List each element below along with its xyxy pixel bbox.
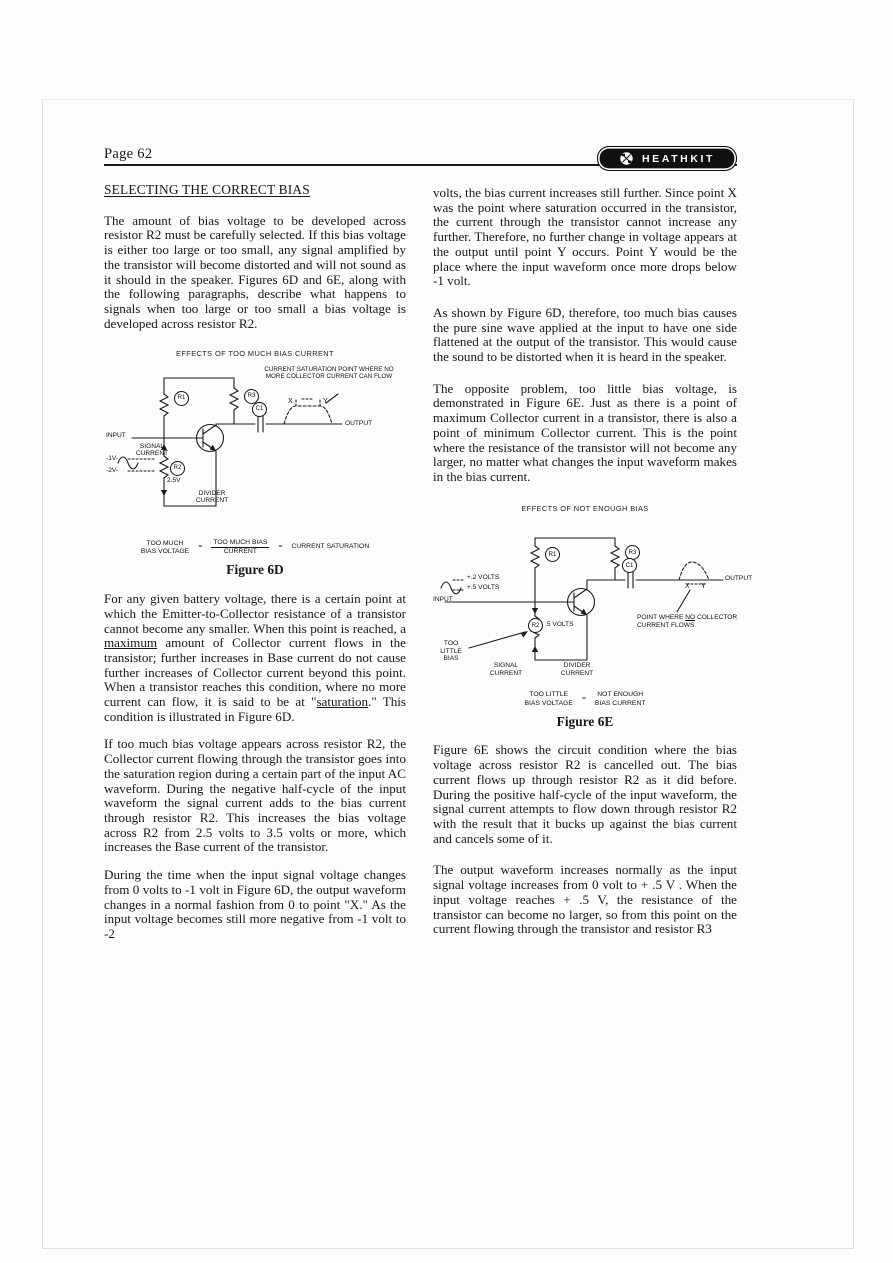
figure-6e-title: EFFECTS OF NOT ENOUGH BIAS (521, 503, 649, 513)
eq-rhs-line2: BIAS CURRENT (594, 699, 646, 707)
no-collector-note: POINT WHERE NO COLLECTOR CURRENT FLOWS (637, 614, 738, 629)
component-label-r3: R3 (244, 389, 259, 404)
component-label-r1: R1 (174, 391, 189, 406)
minus-1v-label: -1V- (106, 455, 119, 463)
too-little-bias-arrow-line (469, 632, 525, 648)
point-y-label: Y (323, 398, 328, 406)
left-column (104, 183, 406, 955)
r2-value-label: 2.5V (167, 477, 181, 485)
right-column (433, 185, 753, 954)
figure-6d-equation (104, 539, 406, 556)
section-heading: SELECTING THE CORRECT BIAS (104, 182, 310, 197)
figure-6d-canvas (104, 366, 404, 534)
divider-current-arrow (161, 490, 167, 496)
figure-6d (104, 347, 406, 578)
minus-2v-label: -2V- (106, 467, 119, 475)
input-label: INPUT (106, 432, 126, 440)
point-x-label: X (685, 583, 690, 591)
page-number: Page 62 (104, 146, 153, 162)
component-label-c1: C1 (622, 558, 637, 573)
resistor-r1-symbol (531, 546, 539, 568)
figure-6e-equation (433, 691, 737, 707)
paragraph: As shown by Figure 6D, therefore, too much bias causes the pure sine wave applied at the input to have one side flattened at the output of the transistor. This would cause the sound to be distorted when it is heard in the speaker. (433, 304, 737, 365)
eq-rhs: CURRENT SATURATION (291, 543, 370, 551)
output-label: OUTPUT (345, 420, 373, 428)
too-little-bias-arrowhead (521, 631, 529, 638)
output-label: OUTPUT (725, 575, 753, 583)
figure-6d-title: EFFECTS OF TOO MUCH BIAS CURRENT (176, 349, 334, 359)
signal-current-arrow (532, 608, 538, 614)
divider-current-label: DIVIDER CURRENT (195, 490, 229, 505)
paragraph: For any given battery voltage, there is a certain point at which the Emitter-to-Collector resistance of a transistor cannot become any smaller. When this point is reached, a maximum amount of Collector current flows in the transistor; further increases in Base current do not cause further increases of Collector current beyond this point. When a transistor reaches this condition, where no more current can flow, it is said to be at "saturation." This condition is illustrated in Figure 6D. (104, 591, 406, 724)
eq-lhs-line1: TOO LITTLE (529, 691, 569, 699)
resistor-r1-symbol (160, 394, 168, 416)
divider-current-arrow (532, 646, 538, 652)
divider-current-label: DIVIDER CURRENT (560, 662, 594, 677)
paragraph: During the time when the input signal voltage changes from 0 volts to -1 volt in Figure 6D, the output waveform changes in a normal fashion from 0 to point "X." As the input voltage becomes still more negative from -1 volt to -2 (104, 867, 406, 941)
too-little-bias-label: TOO LITTLE BIAS (440, 640, 462, 663)
eq-frac-top: TOO MUCH BIAS (211, 539, 269, 548)
volts-05-label: +.5 VOLTS (467, 584, 500, 592)
component-label-r3: R3 (625, 545, 640, 560)
saturation-note: CURRENT SATURATION POINT WHERE NO MORE COLLECTOR CURRENT CAN FLOW (264, 366, 394, 381)
equals-sign: = (278, 543, 283, 551)
page-header (104, 146, 737, 166)
r2-value-label: .5 VOLTS (545, 621, 574, 629)
capacitor-c1-symbol (615, 572, 633, 588)
figure-6d-caption: Figure 6D (226, 562, 284, 578)
eq-lhs-line1: TOO MUCH (146, 539, 184, 547)
heathkit-logo (597, 146, 737, 171)
paragraph: The opposite problem, too little bias voltage, is demonstrated in Figure 6E. Just as there is a point of maximum Collector current in a transistor, there is also a point of minimum Collector current. This is the point where the resistance of the transistor will not become any larger, no matter what changes the input waveform makes in the bias current. (433, 380, 737, 484)
heathkit-logo-text: HEATHKIT (641, 152, 716, 165)
paragraph: If too much bias voltage appears across resistor R2, the Collector current flowing through the transistor goes into the saturation region during a certain part of the input AC waveform. During the negative half-cycle of the input waveform the signal current adds to the bias current through resistor R2. This increases the bias voltage across R2 from 2.5 volts to 3.5 volts or more, which increases the Base current of the transistor. (104, 736, 406, 855)
signal-current-label: SIGNAL CURRENT (135, 443, 169, 458)
paragraph: volts, the bias current increases still further. Since point X was the point where saturation occurred in the transistor, the current through the transistor cannot increase any further. Therefore, no further change in voltage appears at the output until point Y occurs. Point Y would be the place where the input waveform once more drops below -1 volt. (433, 185, 737, 289)
eq-lhs-line2: BIAS VOLTAGE (524, 699, 573, 707)
resistor-r2-symbol (160, 456, 168, 478)
volts-02-label: +.2 VOLTS (467, 574, 500, 582)
paragraph: The amount of bias voltage to be developed across resistor R2 must be carefully selected. If this bias voltage is either too large or too small, any signal amplified by the transistor will become distorted and will not sound as it should in the speaker. Figures 6D and 6E, along with the following paragraphs, describe what happens to signals when too large or too small a bias voltage is developed across resistor R2. (104, 212, 406, 331)
heathkit-emblem-icon (619, 151, 634, 166)
point-y-label: Y (701, 583, 706, 591)
paragraph: Figure 6E shows the circuit condition where the bias voltage across resistor R2 is cancelled out. The bias current flows up through resistor R2 as it did before. During the positive half-cycle of the input waveform, the signal current attempts to flow down through resistor R2 with the result that it bucks up against the bias current and cancels some of it. (433, 742, 737, 846)
component-label-r2: R2 (170, 461, 185, 476)
component-label-r2: R2 (528, 618, 543, 633)
figure-6e-canvas (433, 520, 753, 686)
figure-6e-caption: Figure 6E (556, 713, 614, 729)
resistor-r3-symbol (230, 388, 238, 410)
input-waveform (441, 580, 465, 594)
capacitor-c1-symbol (234, 416, 263, 432)
input-waveform (118, 457, 156, 471)
eq-lhs-line2: BIAS VOLTAGE (140, 547, 190, 555)
output-waveform (679, 562, 709, 584)
component-label-r1: R1 (545, 547, 560, 562)
component-label-c1: C1 (252, 402, 267, 417)
signal-current-label: SIGNAL CURRENT (489, 662, 523, 677)
eq-rhs-line1: NOT ENOUGH (597, 691, 644, 699)
input-label: INPUT (433, 596, 453, 604)
paragraph: The output waveform increases normally as the input signal voltage increases from 0 volt to + .5 V . When the input voltage reaches + .5 V, the resistance of the transistor can become no larger, so from this point on the current flowing through the transistor and resistor R3 (433, 862, 737, 937)
resistor-r3-symbol (611, 546, 619, 568)
eq-frac-bottom: CURRENT (223, 548, 257, 556)
equals-sign: = (198, 543, 203, 551)
point-x-label: X (288, 398, 293, 406)
equals-sign: = (581, 695, 586, 703)
figure-6e (433, 502, 753, 730)
